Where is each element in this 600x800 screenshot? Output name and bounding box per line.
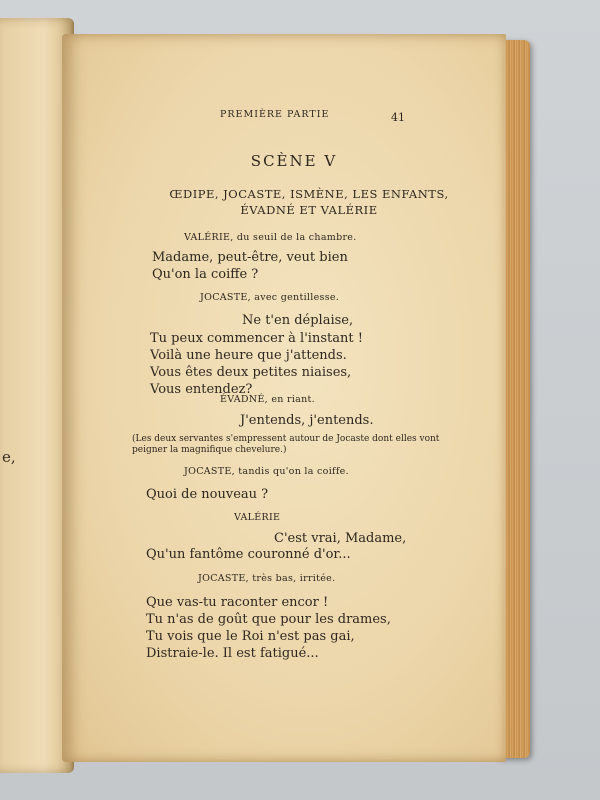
right-page <box>62 34 506 762</box>
verse-line: Vous entendez? <box>150 382 253 397</box>
running-head: PREMIÈRE PARTIE <box>220 109 330 120</box>
verse-line: C'est vrai, Madame, <box>274 531 407 546</box>
verse-line: Tu n'as de goût que pour les drames, <box>146 612 391 627</box>
speaker-evadne: ÉVADNÉ, en riant. <box>220 394 315 405</box>
verse-line: Ne t'en déplaise, <box>242 313 354 328</box>
verse-line: Qu'un fantôme couronné d'or... <box>146 547 351 562</box>
cast-line-2: ÉVADNÉ ET VALÉRIE <box>240 203 378 217</box>
verse-line: Que vas-tu raconter encor ! <box>146 595 329 610</box>
scene-title: SCÈNE V <box>250 152 338 170</box>
verse-line: J'entends, j'entends. <box>240 413 374 428</box>
page-number: 41 <box>391 111 405 124</box>
verse-line: Qu'on la coiffe ? <box>152 267 259 282</box>
verse-line: Voilà une heure que j'attends. <box>150 348 347 363</box>
stage-direction: (Les deux servantes s'empressent autour de Jocaste dont elles vont peigner la magnifique chevelure.) <box>132 434 440 455</box>
cast-line-1: ŒDIPE, JOCASTE, ISMÈNE, LES ENFANTS, <box>169 187 449 201</box>
verse-line: Tu vois que le Roi n'est pas gai, <box>146 629 355 644</box>
verse-line: Tu peux commencer à l'instant ! <box>150 331 363 346</box>
speaker-valerie-2: VALÉRIE <box>234 512 281 523</box>
left-page-fragment: e, <box>2 448 16 466</box>
verse-line: Vous êtes deux petites niaises, <box>150 365 352 380</box>
speaker-jocaste-2: JOCASTE, tandis qu'on la coiffe. <box>184 466 349 477</box>
speaker-jocaste-3: JOCASTE, très bas, irritée. <box>198 573 336 584</box>
speaker-jocaste-1: JOCASTE, avec gentillesse. <box>200 292 340 303</box>
verse-line: Madame, peut-être, veut bien <box>152 250 348 265</box>
speaker-valerie-1: VALÉRIE, du seuil de la chambre. <box>184 232 357 243</box>
verse-line: Distraie-le. Il est fatigué... <box>146 646 319 661</box>
verse-line: Quoi de nouveau ? <box>146 487 269 502</box>
